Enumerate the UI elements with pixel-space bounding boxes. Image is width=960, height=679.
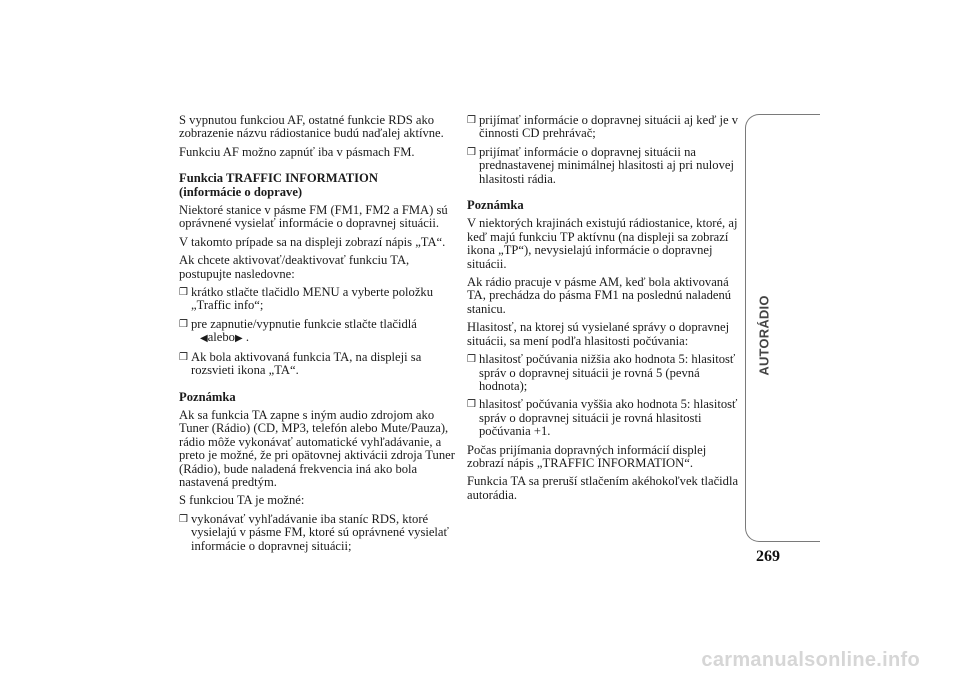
list-item bbox=[179, 351, 455, 378]
list-item-text: krátko stlačte tlačidlo MENU a vyberte položku „Traffic info“; bbox=[191, 285, 434, 313]
chapter-tab-label bbox=[746, 294, 782, 376]
paragraph: Počas prijímania dopravných informácií displej zobrazí nápis „TRAFFIC INFORMATION“. bbox=[467, 442, 707, 470]
list-item-text: prijímať informácie o dopravnej situácii na prednastavenej minimálnej hlasitosti aj pri nulovej hlasitosti rádia. bbox=[479, 144, 734, 186]
bullet-icon: ❒ bbox=[179, 513, 188, 525]
page-number: 269 bbox=[756, 548, 780, 565]
paragraph: Hlasitosť, na ktorej sú vysielané správy o dopravnej situácii, sa mení podľa hlasitosti počúvania: bbox=[467, 320, 730, 348]
triangle-right-icon: ▶ bbox=[234, 333, 243, 345]
paragraph: S funkciou TA je možné: bbox=[179, 493, 305, 508]
bullet-icon: ❒ bbox=[179, 351, 188, 363]
paragraph: Funkcia TA sa preruší stlačením akéhokoľvek tlačidla autorádia. bbox=[467, 474, 739, 502]
list-item-text: hlasitosť počúvania vyššia ako hodnota 5: hlasitosť správ o dopravnej situácii je rovná hlasitosti počúvania +1. bbox=[479, 397, 738, 439]
section-heading-subtitle: (informácie o doprave) bbox=[179, 184, 303, 199]
list-item bbox=[179, 318, 455, 346]
paragraph: V takomto prípade sa na displeji zobrazí nápis „TA“. bbox=[179, 234, 446, 249]
list-item-text: hlasitosť počúvania nižšia ako hodnota 5: hlasitosť správ o dopravnej situácii je rovná 5 (pevná hodnota); bbox=[479, 352, 736, 393]
list-item-text: vykonávať vyhľadávanie iba staníc RDS, ktoré vysielajú v pásme FM, ktoré sú oprávnené vysielať informácie o dopravnej situácii; bbox=[191, 511, 449, 553]
list-item bbox=[467, 146, 739, 186]
bullet-icon: ❒ bbox=[179, 287, 188, 299]
paragraph: Niektoré stanice v pásme FM (FM1, FM2 a FMA) sú oprávnené vysielať informácie o dopravnej situácii. bbox=[179, 203, 448, 231]
list-item bbox=[179, 286, 455, 313]
right-column bbox=[467, 114, 739, 507]
section-heading bbox=[179, 172, 455, 199]
triangle-left-icon: ◀ bbox=[200, 333, 208, 345]
list-item bbox=[467, 353, 739, 393]
bullet-icon: ❒ bbox=[467, 146, 476, 158]
note-heading: Poznámka bbox=[179, 389, 236, 404]
bullet-icon: ❒ bbox=[179, 318, 188, 330]
bullet-icon: ❒ bbox=[467, 354, 476, 366]
bullet-icon: ❒ bbox=[467, 399, 476, 411]
list-item-text: Ak bola aktivovaná funkcia TA, na displeji sa rozsvieti ikona „TA“. bbox=[191, 349, 422, 378]
bullet-icon: ❒ bbox=[467, 115, 476, 126]
paragraph: Funkciu AF možno zapnúť iba v pásmach FM. bbox=[179, 144, 415, 159]
button-icons-line bbox=[191, 331, 455, 345]
paragraph: Ak sa funkcia TA zapne s iným audio zdrojom ako Tuner (Rádio) (CD, MP3, telefón alebo Mute/Pauza), rádio môže vykonávať automatické vyhľadávanie, a preto je možné, že pri opätovnej aktivácii zdroja Tuner (Rádio), bude naladená frekvencia iná ako bola nastavená predtým. bbox=[179, 407, 455, 489]
section-heading-title: Funkcia TRAFFIC INFORMATION bbox=[179, 171, 378, 186]
list-item bbox=[467, 114, 739, 141]
paragraph: V niektorých krajinách existujú rádiostanice, ktoré, aj keď majú funkciu TP aktívnu (na displeji sa zobrazí ikona „TP“), nevysielajú informácie o dopravnej situácii. bbox=[467, 216, 738, 271]
list-item-text: prijímať informácie o dopravnej situácii aj keď je v činnosti CD prehrávač; bbox=[479, 113, 739, 141]
or-text: alebo bbox=[207, 330, 235, 345]
paragraph: Ak chcete aktivovať/deaktivovať funkciu TA, postupujte nasledovne: bbox=[179, 253, 410, 281]
watermark: carmanualsonline.info bbox=[701, 649, 920, 671]
list-item bbox=[179, 513, 455, 553]
list-item-end: . bbox=[245, 330, 249, 345]
paragraph: S vypnutou funkciou AF, ostatné funkcie RDS ako zobrazenie názvu rádiostanice budú naďalej aktívne. bbox=[179, 113, 444, 141]
list-item bbox=[467, 398, 739, 438]
list-item-text: pre zapnutie/vypnutie funkcie stlačte tlačidlá bbox=[191, 316, 417, 331]
left-column bbox=[179, 114, 455, 558]
paragraph: Ak rádio pracuje v pásme AM, keď bola aktivovaná TA, prechádza do pásma FM1 na poslednú naladenú stanicu. bbox=[467, 275, 732, 316]
chapter-tab-text: AUTORÁDIO bbox=[756, 294, 772, 376]
note-heading: Poznámka bbox=[467, 198, 524, 213]
